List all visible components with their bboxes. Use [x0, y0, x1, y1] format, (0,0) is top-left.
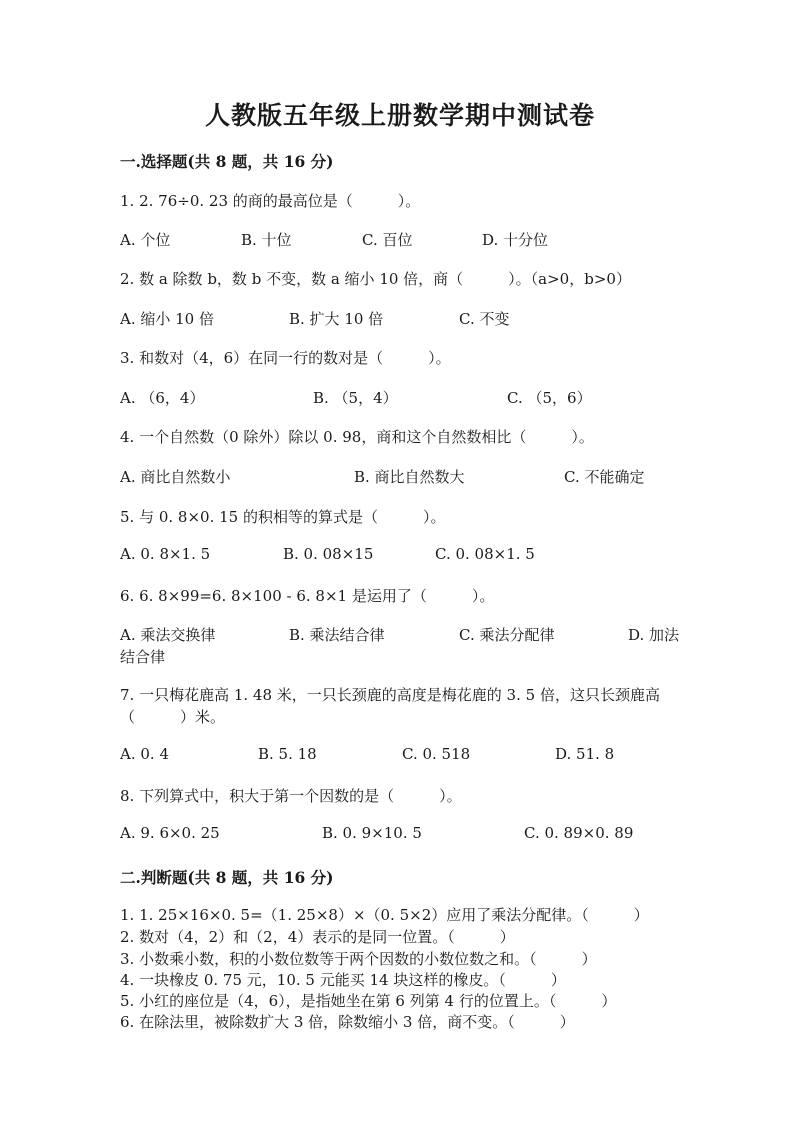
- question-stem: 4. 一个自然数（0 除外）除以 0. 98，商和这个自然数相比（ ）。: [120, 428, 594, 446]
- option-continuation: 结合律: [120, 648, 166, 666]
- judgement-item: 2. 数对（4，2）和（2，4）表示的是同一位置。（ ）: [120, 928, 515, 946]
- question-stem: 2. 数 a 除数 b，数 b 不变，数 a 缩小 10 倍，商（ ）。（a>0，b>0）: [120, 270, 631, 288]
- question-stem: 6. 6. 8×99=6. 8×100 - 6. 8×1 是运用了（ ）。: [120, 587, 495, 605]
- option: B. 0. 08×15: [283, 545, 374, 563]
- option: A. 0. 4: [120, 745, 169, 763]
- option: D. 十分位: [482, 231, 549, 249]
- option: A. 商比自然数小: [120, 468, 231, 486]
- option: B. 扩大 10 倍: [289, 310, 384, 328]
- judgement-item: 5. 小红的座位是（4，6），是指她坐在第 6 列第 4 行的位置上。（ ）: [120, 992, 617, 1010]
- judgement-item: 1. 1. 25×16×0. 5=（1. 25×8）×（0. 5×2）应用了乘法分配律。（ ）: [120, 906, 649, 924]
- option: B. 5. 18: [258, 745, 317, 763]
- option: C. 不变: [459, 310, 510, 328]
- question-stem: 1. 2. 76÷0. 23 的商的最高位是（ ）。: [120, 192, 421, 210]
- option: C. 乘法分配律: [459, 626, 555, 644]
- option: A. 个位: [120, 231, 171, 249]
- option: B. 十位: [241, 231, 292, 249]
- question-stem: 5. 与 0. 8×0. 15 的积相等的算式是（ ）。: [120, 508, 446, 526]
- option: C. 0. 89×0. 89: [524, 824, 634, 842]
- judgement-item: 4. 一块橡皮 0. 75 元，10. 5 元能买 14 块这样的橡皮。（ ）: [120, 971, 566, 989]
- option: C. 百位: [362, 231, 413, 249]
- option: C. （5，6）: [507, 389, 592, 407]
- option: C. 0. 08×1. 5: [435, 545, 535, 563]
- judgement-item: 3. 小数乘小数，积的小数位数等于两个因数的小数位数之和。（ ）: [120, 950, 597, 968]
- section-heading-choice: 一.选择题(共 8 题，共 16 分): [120, 152, 334, 171]
- question-stem: 8. 下列算式中，积大于第一个因数的是（ ）。: [120, 787, 462, 805]
- option: A. （6，4）: [120, 389, 205, 407]
- judgement-item: 6. 在除法里，被除数扩大 3 倍，除数缩小 3 倍，商不变。（ ）: [120, 1013, 575, 1031]
- option: B. 商比自然数大: [354, 468, 465, 486]
- option: D. 51. 8: [555, 745, 615, 763]
- page-title: 人教版五年级上册数学期中测试卷: [204, 101, 595, 130]
- section-heading-judgement: 二.判断题(共 8 题，共 16 分): [120, 868, 334, 887]
- option: C. 不能确定: [564, 468, 645, 486]
- option: A. 9. 6×0. 25: [120, 824, 220, 842]
- option: A. 缩小 10 倍: [120, 310, 214, 328]
- option: D. 加法: [628, 626, 680, 644]
- option: C. 0. 518: [402, 745, 471, 763]
- option: A. 乘法交换律: [120, 626, 216, 644]
- option: B. 0. 9×10. 5: [322, 824, 422, 842]
- option: B. 乘法结合律: [289, 626, 385, 644]
- question-stem: 3. 和数对（4，6）在同一行的数对是（ ）。: [120, 349, 451, 367]
- option: A. 0. 8×1. 5: [120, 545, 211, 563]
- option: B. （5，4）: [313, 389, 398, 407]
- question-stem: 7. 一只梅花鹿高 1. 48 米，一只长颈鹿的高度是梅花鹿的 3. 5 倍，这只长颈鹿高（ ）米。: [120, 686, 660, 726]
